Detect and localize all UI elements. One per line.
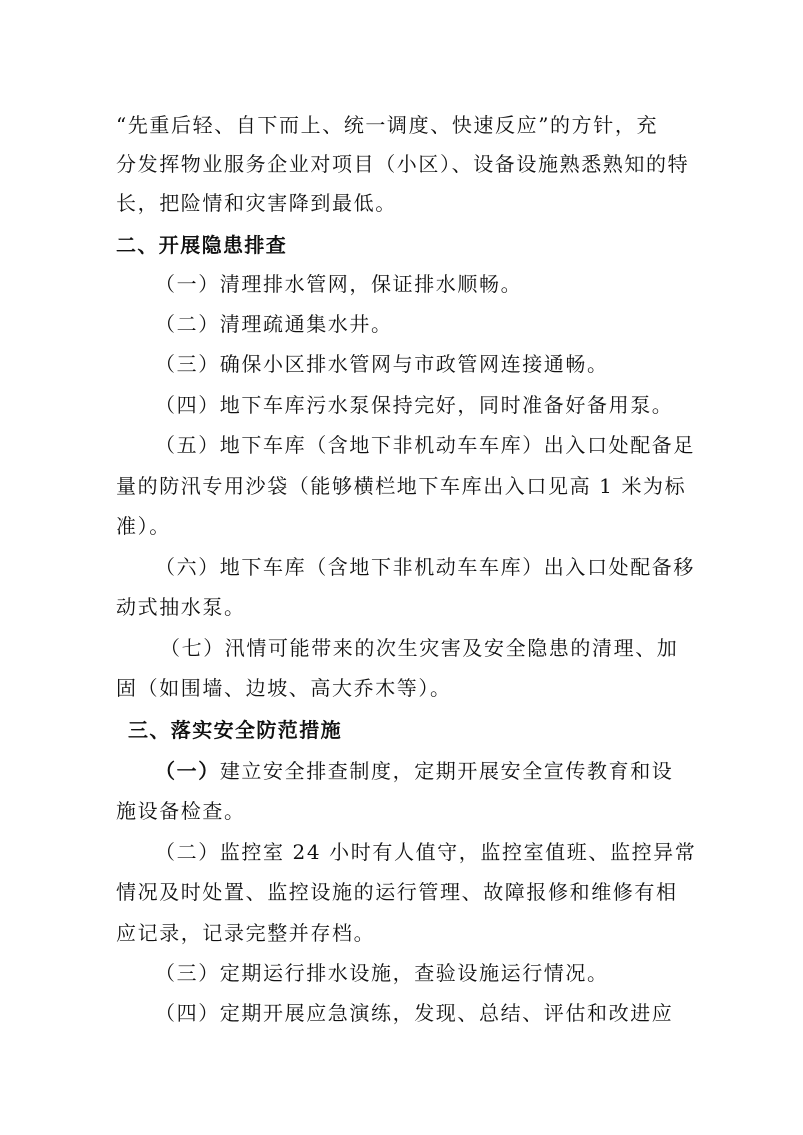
- section-3-item-2-line-1: （二）监控室 24 小时有人值守，监控室值班、监控异常: [155, 840, 697, 864]
- section-3-item-2-line-3: 应记录，记录完整并存档。: [116, 921, 376, 945]
- section-3-heading: 三、落实安全防范措施: [128, 718, 342, 742]
- section-2-item-7-line-1: （七）汛情可能带来的次生灾害及安全隐患的清理、加: [160, 636, 679, 660]
- intro-line-3: 长，把险情和灾害降到最低。: [116, 191, 397, 215]
- section-2-item-2: （二）清理疏通集水井。: [155, 312, 393, 336]
- section-2-item-7-line-2: 固（如围墙、边坡、高大乔木等）。: [116, 676, 452, 700]
- section-2-item-5-line-2: 量的防汛专用沙袋（能够横栏地下车库出入口见高 1 米为标: [116, 474, 687, 498]
- section-2-item-6-line-1: （六）地下车库（含地下非机动车车库）出入口处配备移: [155, 555, 695, 579]
- section-3-item-4: （四）定期开展应急演练，发现、总结、评估和改进应: [155, 1001, 674, 1025]
- section-3-item-2-line-2: 情况及时处置、监控设施的运行管理、故障报修和维修有相: [116, 880, 678, 904]
- section-2-item-4: （四）地下车库污水泵保持完好，同时准备好备用泵。: [155, 393, 674, 417]
- intro-line-2: 分发挥物业服务企业对项目（小区）、设备设施熟悉熟知的特: [116, 152, 690, 176]
- section-3-item-3: （三）定期运行排水设施，查验设施运行情况。: [155, 961, 609, 985]
- section-3-item-1-text: 建立安全排查制度，定期开展安全宣传教育和设: [219, 759, 674, 783]
- intro-line-1: “先重后轻、自下而上、统一调度、快速反应”的方针，充: [116, 113, 659, 137]
- section-2-item-5-line-3: 准）。: [116, 514, 171, 538]
- section-3-item-1-line-1: [155, 758, 673, 784]
- section-2-item-3: （三）确保小区排水管网与市政管网连接通畅。: [155, 352, 609, 376]
- section-3-item-1-prefix: （一）: [155, 759, 220, 783]
- section-2-heading: 二、开展隐患排查: [116, 233, 288, 257]
- section-2-item-6-line-2: 动式抽水泵。: [116, 595, 246, 619]
- section-2-item-5-line-1: （五）地下车库（含地下非机动车车库）出入口处配备足: [155, 433, 695, 457]
- section-2-item-1: （一）清理排水管网，保证排水顺畅。: [155, 272, 523, 296]
- section-3-item-1-line-2: 施设备检查。: [116, 799, 246, 823]
